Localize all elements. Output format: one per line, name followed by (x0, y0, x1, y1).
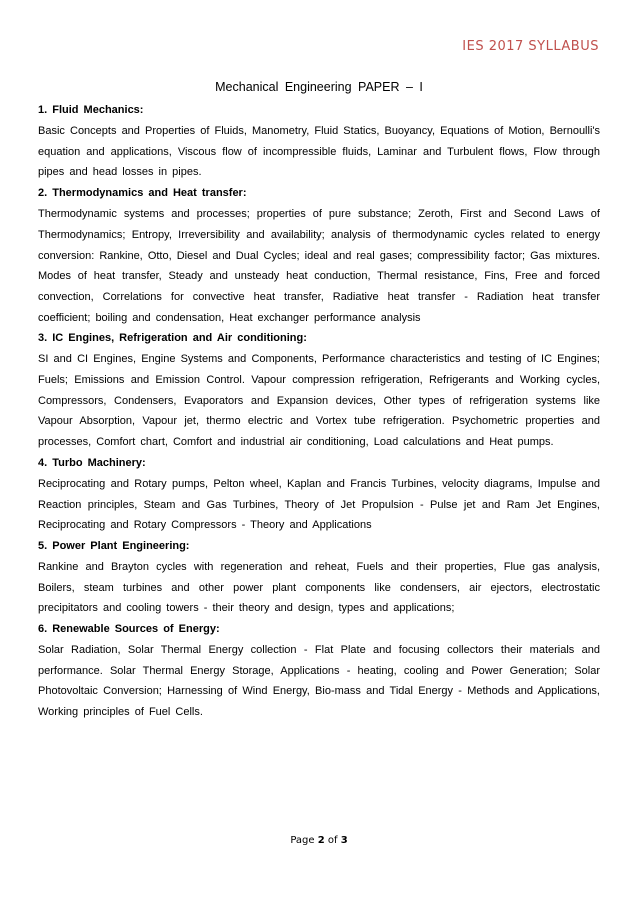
section-thermodynamics (38, 183, 600, 328)
page-number: 2 (317, 835, 325, 846)
page-footer (0, 835, 638, 846)
section-body: Basic Concepts and Properties of Fluids, Manometry, Fluid Statics, Buoyancy, Equations of Motion, Bernoulli's equation and applications, Viscous flow of incompressible fluids, Laminar and Turbulent flows, Flow through pipes and head losses in pipes. (38, 125, 600, 179)
section-power-plant (38, 536, 600, 619)
section-turbo-machinery (38, 453, 600, 536)
section-body: Thermodynamic systems and processes; properties of pure substance; Zeroth, First and Second Laws of Thermodynamics; Entropy, Irreversibility and availability; analysis of thermodynamic cycles related to energy conversion: Rankine, Otto, Diesel and Dual Cycles; ideal and real gases; compressibility factor; Gas mixtures. Modes of heat transfer, Steady and unsteady heat conduction, Thermal resistance, Fins, Free and forced convection, Correlations for convective heat transfer, Radiative heat transfer - Radiation heat transfer coefficient; boiling and condensation, Heat exchanger performance analysis (38, 208, 600, 324)
section-body: Reciprocating and Rotary pumps, Pelton wheel, Kaplan and Francis Turbines, velocity diagrams, Impulse and Reaction principles, Steam and Gas Turbines, Theory of Jet Propulsion - Pulse jet and Ram Jet Engines, Reciprocating and Rotary Compressors - Theory and Applications (38, 477, 600, 532)
page-word: Page (290, 835, 315, 846)
section-body: Solar Radiation, Solar Thermal Energy collection - Flat Plate and focusing collectors their materials and performance. Solar Thermal Energy Storage, Applications - heating, cooling and Power Generation; Solar Photovoltaic Conversion; Harnessing of Wind Energy, Bio-mass and Tidal Energy - Methods and Applications, Working principles of Fuel Cells. (38, 644, 600, 719)
section-heading: 2. Thermodynamics and Heat transfer: (38, 187, 247, 200)
section-heading: 4. Turbo Machinery: (38, 456, 146, 469)
section-renewable-energy (38, 619, 600, 723)
section-body: SI and CI Engines, Engine Systems and Components, Performance characteristics and testing of IC Engines; Fuels; Emissions and Emission Control. Vapour compression refrigeration, Refrigerants and Working cycles, Compressors, Condensers, Evaporators and Expansion devices, Other types of refrigeration systems like Vapour Absorption, Vapour jet, thermo electric and Vortex tube refrigeration. Psychometric properties and processes, Comfort chart, Comfort and industrial air conditioning, Load calculations and Heat pumps. (38, 353, 600, 449)
section-heading: 5. Power Plant Engineering: (38, 539, 190, 552)
page-title: Mechanical Engineering PAPER – I (215, 80, 423, 94)
page-total: 3 (340, 835, 348, 846)
section-body: Rankine and Brayton cycles with regeneration and reheat, Fuels and their properties, Flue gas analysis, Boilers, steam turbines and other power plant components like condensers, air ejectors, electrostatic precipitators and cooling towers - their theory and design, types and applications; (38, 560, 600, 615)
section-heading: 3. IC Engines, Refrigeration and Air conditioning: (38, 332, 307, 345)
syllabus-content (38, 100, 600, 723)
header-syllabus-tag: IES 2017 SYLLABUS (462, 39, 599, 54)
of-word: of (327, 835, 338, 846)
section-ic-engines (38, 328, 600, 453)
section-fluid-mechanics (38, 100, 600, 183)
section-heading: 6. Renewable Sources of Energy: (38, 623, 220, 636)
section-heading: 1. Fluid Mechanics: (38, 104, 144, 116)
